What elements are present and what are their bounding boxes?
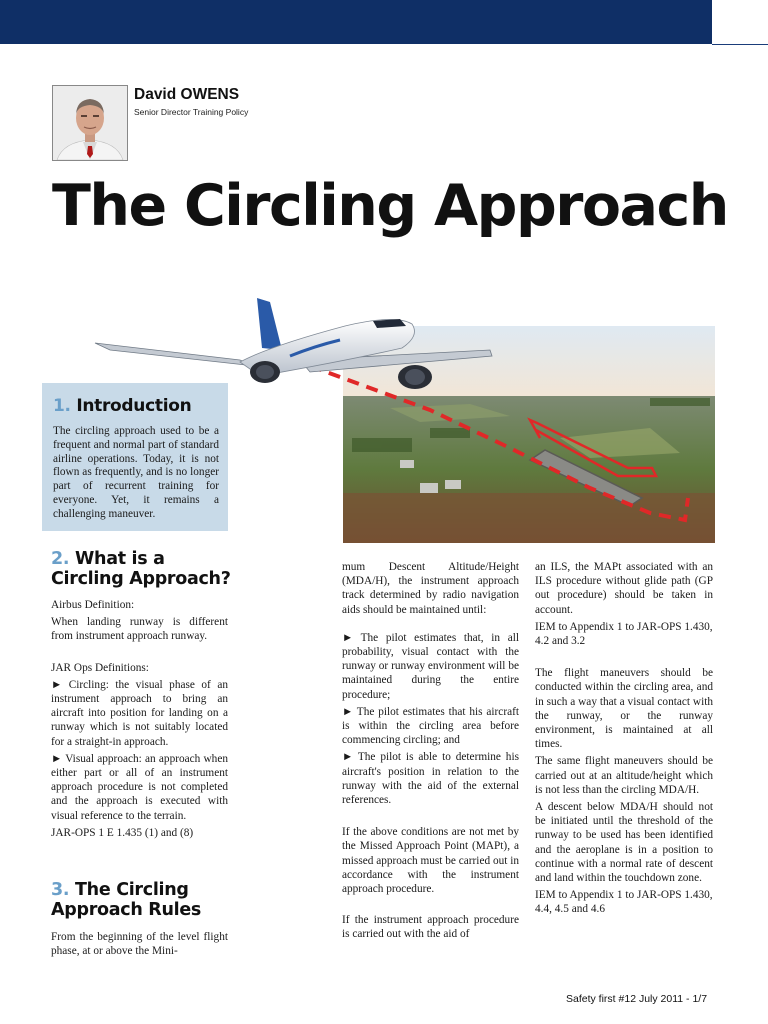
introduction-text: The circling approach used to be a frequent and normal part of standard airline operations. Today, it is not flown as frequently, and is no longer part of recurrent training for everyone. Yet, it remains a challenging maneuver. [53, 425, 219, 520]
column-3 [535, 560, 713, 917]
paragraph: The same flight maneuvers should be carried out at an altitude/height which is not less than the circling MDA/H. [535, 755, 713, 796]
page-footer: Safety first #12 July 2011 - 1/7 [566, 993, 708, 1005]
introduction-heading [53, 396, 191, 416]
condition-1: ► The pilot estimates that, in all probability, visual contact with the runway or runway environment will be maintained during the entire procedure; [342, 631, 519, 701]
condition-3: ► The pilot is able to determine his aircraft's position in relation to the runway with the aid of the external references. [342, 751, 519, 807]
column-2 [342, 560, 519, 942]
airbus-definition: When landing runway is different from instrument approach runway. [51, 616, 228, 643]
reference: IEM to Appendix 1 to JAR-OPS 1.430, 4.2 and 3.2 [535, 620, 713, 648]
paragraph: mum Descent Altitude/Height (MDA/H), the instrument approach track determined by radio navigation aids should be maintained until: [342, 561, 519, 616]
jar-reference: JAR-OPS 1 E 1.435 (1) and (8) [51, 826, 194, 839]
paragraph: The flight maneuvers should be conducted within the circling area, and in such a way that a visual contact with the runway, or the runway environment, is maintained at all times. [535, 667, 713, 751]
condition-2: ► The pilot estimates that his aircraft is within the circling area before commencing circling; and [342, 705, 519, 747]
header-bar [0, 0, 712, 44]
section-number: 2. [51, 549, 70, 569]
header-divider [712, 44, 768, 45]
section-2-heading [51, 549, 231, 589]
section-number: 1. [53, 396, 71, 416]
reference: IEM to Appendix 1 to JAR-OPS 1.430, 4.4, 4.5 and 4.6 [535, 889, 713, 916]
page-title: The Circling Approach [52, 173, 728, 239]
paragraph: If the instrument approach procedure is carried out with the aid of [342, 914, 519, 941]
paragraph: If the above conditions are not met by the Missed Approach Point (MAPt), a missed approach must be carried out in accordance with the instrument approach procedure. [342, 826, 519, 896]
section-title: Introduction [76, 396, 192, 416]
circling-definition: ► Circling: the visual phase of an instrument approach to bring an aircraft into position for landing on a runway which is not suitably located for a straight-in approach. [51, 678, 228, 748]
author-name: David OWENS [134, 86, 240, 103]
column-1-top [51, 598, 228, 840]
section-3-heading [51, 880, 201, 920]
column-1-bottom [51, 930, 228, 958]
section-title-line1: The Circling [75, 880, 189, 900]
paragraph: A descent below MDA/H should not be initiated until the threshold of the runway to be used has been identified and the aeroplane is in a position to continue with a normal rate of descent and land within the touchdown zone. [535, 801, 713, 885]
visual-definition: ► Visual approach: an approach when either part or all of an instrument approach procedure is not completed and the approach is executed with visual reference to the terrain. [51, 752, 228, 822]
jar-label: JAR Ops Definitions: [51, 661, 149, 674]
section-title-line1: What is a [75, 549, 165, 569]
rules-text: From the beginning of the level flight phase, at or above the Mini- [51, 931, 228, 958]
airbus-label: Airbus Definition: [51, 599, 135, 611]
author-photo [52, 85, 128, 161]
section-title-line2: Approach Rules [51, 900, 202, 920]
section-title-line2: Circling Approach? [51, 569, 231, 589]
paragraph: an ILS, the MAPt associated with an ILS procedure without glide path (GP out procedure) should be taken in account. [535, 561, 713, 616]
section-number: 3. [51, 880, 70, 900]
author-role: Senior Director Training Policy [134, 107, 249, 117]
